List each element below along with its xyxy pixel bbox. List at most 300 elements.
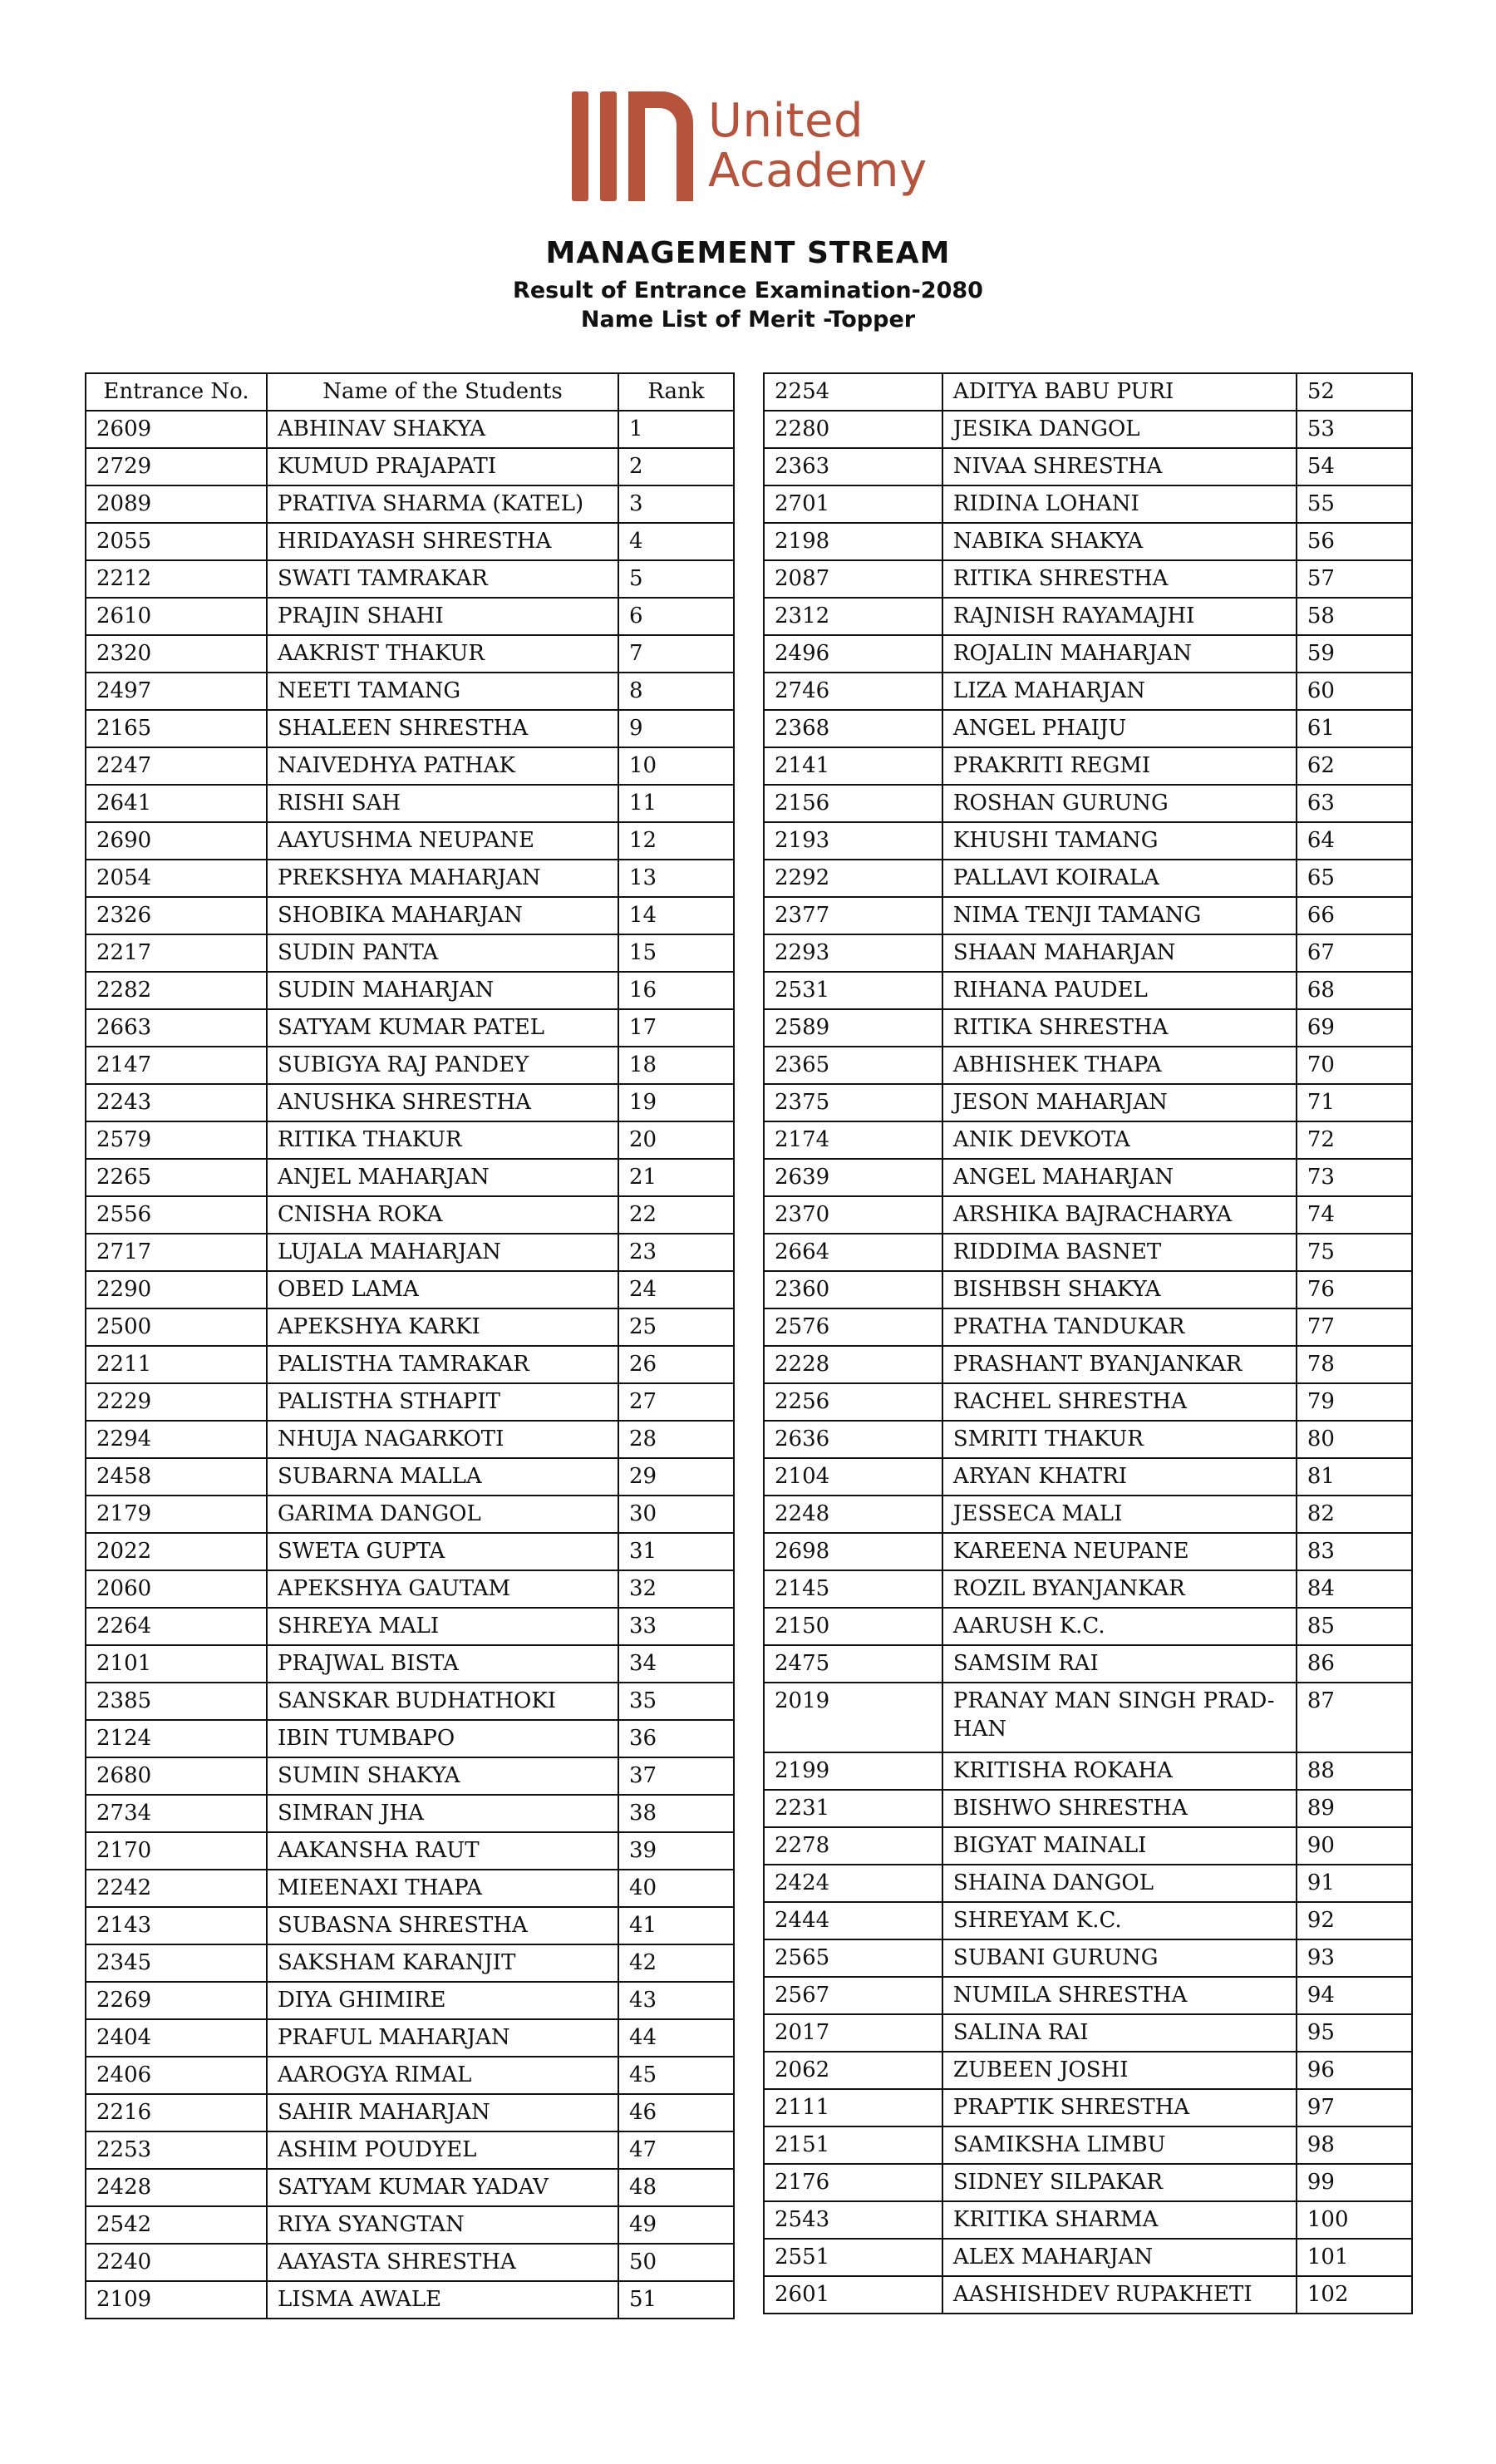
entrance-no-cell: 2141	[764, 747, 942, 785]
table-row	[764, 822, 1412, 860]
table-row	[764, 1683, 1412, 1752]
table-row	[764, 448, 1412, 485]
student-name-cell: JESSECA MALI	[942, 1496, 1297, 1533]
table-row	[764, 1196, 1412, 1234]
table-header-row	[86, 373, 734, 411]
rank-cell: 42	[618, 1944, 734, 1982]
rank-cell: 72	[1297, 1121, 1412, 1159]
rank-cell: 9	[618, 710, 734, 747]
table-row	[86, 1421, 734, 1458]
table-row	[764, 710, 1412, 747]
student-name-cell: SAKSHAM KARANJIT	[267, 1944, 618, 1982]
entrance-no-cell: 2193	[764, 822, 942, 860]
rank-cell: 96	[1297, 2052, 1412, 2089]
rank-cell: 40	[618, 1870, 734, 1907]
table-row	[86, 448, 734, 485]
rank-cell: 92	[1297, 1902, 1412, 1939]
rank-cell: 50	[618, 2244, 734, 2281]
rank-cell: 70	[1297, 1047, 1412, 1084]
student-name-cell: KHUSHI TAMANG	[942, 822, 1297, 860]
student-name-cell: SAHIR MAHARJAN	[267, 2094, 618, 2131]
logo-text	[708, 96, 928, 196]
rank-cell: 73	[1297, 1159, 1412, 1196]
rank-cell: 89	[1297, 1790, 1412, 1827]
entrance-no-cell: 2101	[86, 1645, 267, 1683]
entrance-no-cell: 2428	[86, 2169, 267, 2206]
student-name-cell: AARUSH K.C.	[942, 1608, 1297, 1645]
rank-cell: 24	[618, 1271, 734, 1308]
entrance-no-cell: 2156	[764, 785, 942, 822]
student-name-cell: SAMSIM RAI	[942, 1645, 1297, 1683]
table-row	[764, 1159, 1412, 1196]
entrance-no-cell: 2278	[764, 1827, 942, 1865]
student-name-cell: RIDDIMA BASNET	[942, 1234, 1297, 1271]
entrance-no-cell: 2496	[764, 635, 942, 673]
rank-cell: 6	[618, 598, 734, 635]
student-name-cell: SHREYAM K.C.	[942, 1902, 1297, 1939]
rank-cell: 48	[618, 2169, 734, 2206]
table-row	[86, 1907, 734, 1944]
student-name-cell: LIZA MAHARJAN	[942, 673, 1297, 710]
merit-table-left-body	[86, 411, 734, 2319]
student-name-cell: AAYASTA SHRESTHA	[267, 2244, 618, 2281]
student-name-cell: NAIVEDHYA PATHAK	[267, 747, 618, 785]
rank-cell: 67	[1297, 934, 1412, 972]
table-row	[86, 2169, 734, 2206]
student-name-cell: RIYA SYANGTAN	[267, 2206, 618, 2244]
rank-cell: 97	[1297, 2089, 1412, 2126]
entrance-no-cell: 2663	[86, 1009, 267, 1047]
student-name-cell: PRATHA TANDUKAR	[942, 1308, 1297, 1346]
rank-cell: 95	[1297, 2014, 1412, 2052]
rank-cell: 19	[618, 1084, 734, 1121]
student-name-cell: SHAINA DANGOL	[942, 1865, 1297, 1902]
student-name-cell: SUMIN SHAKYA	[267, 1757, 618, 1795]
rank-cell: 99	[1297, 2164, 1412, 2201]
table-row	[764, 2239, 1412, 2276]
rank-cell: 86	[1297, 1645, 1412, 1683]
rank-cell: 101	[1297, 2239, 1412, 2276]
rank-cell: 98	[1297, 2126, 1412, 2164]
rank-cell: 55	[1297, 485, 1412, 523]
rank-cell: 93	[1297, 1939, 1412, 1977]
student-name-cell: KUMUD PRAJAPATI	[267, 448, 618, 485]
student-name-cell: SWATI TAMRAKAR	[267, 560, 618, 598]
entrance-no-cell: 2377	[764, 897, 942, 934]
table-row	[764, 560, 1412, 598]
rank-cell: 25	[618, 1308, 734, 1346]
table-row	[764, 2126, 1412, 2164]
table-row	[764, 2052, 1412, 2089]
rank-cell: 61	[1297, 710, 1412, 747]
student-name-cell: SATYAM KUMAR YADAV	[267, 2169, 618, 2206]
student-name-cell: PRASHANT BYANJANKAR	[942, 1346, 1297, 1383]
student-name-cell: PALLAVI KOIRALA	[942, 860, 1297, 897]
entrance-no-cell: 2576	[764, 1308, 942, 1346]
entrance-no-cell: 2147	[86, 1047, 267, 1084]
student-name-cell: NABIKA SHAKYA	[942, 523, 1297, 560]
entrance-no-cell: 2198	[764, 523, 942, 560]
rank-cell: 49	[618, 2206, 734, 2244]
entrance-no-cell: 2404	[86, 2019, 267, 2057]
entrance-no-cell: 2243	[86, 1084, 267, 1121]
student-name-cell: SIDNEY SILPAKAR	[942, 2164, 1297, 2201]
entrance-no-cell: 2253	[86, 2131, 267, 2169]
student-name-cell: ANUSHKA SHRESTHA	[267, 1084, 618, 1121]
rank-cell: 3	[618, 485, 734, 523]
entrance-no-cell: 2444	[764, 1902, 942, 1939]
student-name-cell: ANIK DEVKOTA	[942, 1121, 1297, 1159]
rank-cell: 27	[618, 1383, 734, 1421]
student-name-cell: RITIKA SHRESTHA	[942, 560, 1297, 598]
entrance-no-cell: 2368	[764, 710, 942, 747]
table-row	[86, 1458, 734, 1496]
table-row	[764, 1308, 1412, 1346]
student-name-cell: APEKSHYA GAUTAM	[267, 1570, 618, 1608]
table-row	[86, 1234, 734, 1271]
entrance-no-cell: 2543	[764, 2201, 942, 2239]
entrance-no-cell: 2174	[764, 1121, 942, 1159]
rank-cell: 82	[1297, 1496, 1412, 1533]
student-name-cell: RITIKA SHRESTHA	[942, 1009, 1297, 1047]
student-name-cell: ZUBEEN JOSHI	[942, 2052, 1297, 2089]
table-row	[764, 598, 1412, 635]
entrance-no-cell: 2424	[764, 1865, 942, 1902]
student-name-cell: PRAJWAL BISTA	[267, 1645, 618, 1683]
table-row	[86, 2057, 734, 2094]
rank-cell: 43	[618, 1982, 734, 2019]
student-name-cell: ASHIM POUDYEL	[267, 2131, 618, 2169]
student-name-cell: SANSKAR BUDHATHOKI	[267, 1683, 618, 1720]
rank-cell: 68	[1297, 972, 1412, 1009]
entrance-no-cell: 2729	[86, 448, 267, 485]
entrance-no-cell: 2143	[86, 1907, 267, 1944]
student-name-cell: BIGYAT MAINALI	[942, 1827, 1297, 1865]
rank-cell: 77	[1297, 1308, 1412, 1346]
table-row	[764, 1977, 1412, 2014]
entrance-no-cell: 2370	[764, 1196, 942, 1234]
entrance-no-cell: 2017	[764, 2014, 942, 2052]
student-name-cell: SUBIGYA RAJ PANDEY	[267, 1047, 618, 1084]
rank-cell: 34	[618, 1645, 734, 1683]
rank-cell: 62	[1297, 747, 1412, 785]
student-name-cell: PRAKRITI REGMI	[942, 747, 1297, 785]
entrance-no-cell: 2022	[86, 1533, 267, 1570]
table-row	[764, 485, 1412, 523]
rank-cell: 13	[618, 860, 734, 897]
student-name-cell: HRIDAYASH SHRESTHA	[267, 523, 618, 560]
student-name-cell: AAKANSHA RAUT	[267, 1832, 618, 1870]
table-row	[86, 2131, 734, 2169]
student-name-cell: PRAFUL MAHARJAN	[267, 2019, 618, 2057]
rank-cell: 44	[618, 2019, 734, 2057]
rank-cell: 78	[1297, 1346, 1412, 1383]
entrance-no-cell: 2248	[764, 1496, 942, 1533]
table-row	[764, 747, 1412, 785]
student-name-cell: RIDINA LOHANI	[942, 485, 1297, 523]
table-row	[86, 1608, 734, 1645]
student-name-cell: CNISHA ROKA	[267, 1196, 618, 1234]
rank-cell: 58	[1297, 598, 1412, 635]
entrance-no-cell: 2639	[764, 1159, 942, 1196]
student-name-cell: ARSHIKA BAJRACHARYA	[942, 1196, 1297, 1234]
rank-cell: 64	[1297, 822, 1412, 860]
rank-cell: 94	[1297, 1977, 1412, 2014]
table-row	[86, 1645, 734, 1683]
student-name-cell: SHREYA MALI	[267, 1608, 618, 1645]
student-name-cell: JESON MAHARJAN	[942, 1084, 1297, 1121]
student-name-cell: NEETI TAMANG	[267, 673, 618, 710]
student-name-cell: RAJNISH RAYAMAJHI	[942, 598, 1297, 635]
rank-cell: 28	[618, 1421, 734, 1458]
page-subtitle: Result of Entrance Examination-2080	[513, 278, 983, 303]
table-row	[764, 1865, 1412, 1902]
student-name-cell: SAMIKSHA LIMBU	[942, 2126, 1297, 2164]
student-name-cell: BISHBSH SHAKYA	[942, 1271, 1297, 1308]
table-row	[764, 1084, 1412, 1121]
table-row	[86, 822, 734, 860]
entrance-no-cell: 2145	[764, 1570, 942, 1608]
rank-cell: 66	[1297, 897, 1412, 934]
table-row	[86, 1346, 734, 1383]
rank-cell: 80	[1297, 1421, 1412, 1458]
entrance-no-cell: 2217	[86, 934, 267, 972]
student-name-cell: APEKSHYA KARKI	[267, 1308, 618, 1346]
rank-cell: 45	[618, 2057, 734, 2094]
table-row	[764, 1608, 1412, 1645]
rank-cell: 85	[1297, 1608, 1412, 1645]
student-name-cell: SHOBIKA MAHARJAN	[267, 897, 618, 934]
entrance-no-cell: 2636	[764, 1421, 942, 1458]
table-row	[86, 673, 734, 710]
table-row	[764, 2014, 1412, 2052]
table-row	[86, 598, 734, 635]
rank-cell: 32	[618, 1570, 734, 1608]
student-name-cell: SUDIN PANTA	[267, 934, 618, 972]
rank-cell: 18	[618, 1047, 734, 1084]
table-row	[86, 2094, 734, 2131]
rank-cell: 2	[618, 448, 734, 485]
entrance-no-cell: 2055	[86, 523, 267, 560]
student-name-cell: NIMA TENJI TAMANG	[942, 897, 1297, 934]
table-row	[86, 1683, 734, 1720]
entrance-no-cell: 2717	[86, 1234, 267, 1271]
table-row	[764, 673, 1412, 710]
logo-mark-icon	[572, 91, 693, 201]
entrance-no-cell: 2556	[86, 1196, 267, 1234]
entrance-no-cell: 2610	[86, 598, 267, 635]
table-row	[764, 1496, 1412, 1533]
rank-cell: 35	[618, 1683, 734, 1720]
student-name-cell: ABHISHEK THAPA	[942, 1047, 1297, 1084]
rank-cell: 33	[618, 1608, 734, 1645]
rank-cell: 102	[1297, 2276, 1412, 2314]
table-row	[86, 1757, 734, 1795]
rank-cell: 26	[618, 1346, 734, 1383]
entrance-no-cell: 2228	[764, 1346, 942, 1383]
table-row	[764, 1234, 1412, 1271]
entrance-no-cell: 2290	[86, 1271, 267, 1308]
student-name-cell: ALEX MAHARJAN	[942, 2239, 1297, 2276]
table-row	[764, 2089, 1412, 2126]
rank-cell: 81	[1297, 1458, 1412, 1496]
entrance-no-cell: 2212	[86, 560, 267, 598]
entrance-no-cell: 2087	[764, 560, 942, 598]
rank-cell: 38	[618, 1795, 734, 1832]
entrance-no-cell: 2294	[86, 1421, 267, 1458]
student-name-cell: PALISTHA STHAPIT	[267, 1383, 618, 1421]
table-row	[764, 411, 1412, 448]
student-name-cell: PRANAY MAN SINGH PRAD-HAN	[942, 1683, 1297, 1752]
logo-line-1: United	[708, 94, 864, 148]
student-name-cell: OBED LAMA	[267, 1271, 618, 1308]
entrance-no-cell: 2229	[86, 1383, 267, 1421]
student-name-cell: ABHINAV SHAKYA	[267, 411, 618, 448]
student-name-cell: NIVAA SHRESTHA	[942, 448, 1297, 485]
table-row	[86, 1720, 734, 1757]
header-rank: Rank	[618, 373, 734, 411]
united-academy-logo	[572, 88, 971, 205]
table-row	[764, 972, 1412, 1009]
table-row	[86, 1570, 734, 1608]
entrance-no-cell: 2320	[86, 635, 267, 673]
table-row	[764, 635, 1412, 673]
entrance-no-cell: 2589	[764, 1009, 942, 1047]
student-name-cell: KRITISHA ROKAHA	[942, 1752, 1297, 1790]
student-name-cell: RITIKA THAKUR	[267, 1121, 618, 1159]
student-name-cell: MIEENAXI THAPA	[267, 1870, 618, 1907]
entrance-no-cell: 2242	[86, 1870, 267, 1907]
entrance-no-cell: 2734	[86, 1795, 267, 1832]
page-title: MANAGEMENT STREAM	[545, 236, 951, 270]
student-name-cell: NHUJA NAGARKOTI	[267, 1421, 618, 1458]
table-row	[86, 934, 734, 972]
rank-cell: 90	[1297, 1827, 1412, 1865]
student-name-cell: ROZIL BYANJANKAR	[942, 1570, 1297, 1608]
student-name-cell: IBIN TUMBAPO	[267, 1720, 618, 1757]
entrance-no-cell: 2199	[764, 1752, 942, 1790]
student-name-cell: RIHANA PAUDEL	[942, 972, 1297, 1009]
entrance-no-cell: 2109	[86, 2281, 267, 2319]
student-name-cell: JESIKA DANGOL	[942, 411, 1297, 448]
table-row	[86, 1196, 734, 1234]
entrance-no-cell: 2475	[764, 1645, 942, 1683]
entrance-no-cell: 2280	[764, 411, 942, 448]
student-name-cell: SHALEEN SHRESTHA	[267, 710, 618, 747]
table-row	[86, 635, 734, 673]
entrance-no-cell: 2179	[86, 1496, 267, 1533]
table-row	[86, 1944, 734, 1982]
entrance-no-cell: 2567	[764, 1977, 942, 2014]
student-name-cell: LISMA AWALE	[267, 2281, 618, 2319]
rank-cell: 10	[618, 747, 734, 785]
student-name-cell: LUJALA MAHARJAN	[267, 1234, 618, 1271]
rank-cell: 36	[618, 1720, 734, 1757]
rank-cell: 69	[1297, 1009, 1412, 1047]
rank-cell: 15	[618, 934, 734, 972]
entrance-no-cell: 2176	[764, 2164, 942, 2201]
student-name-cell: SUDIN MAHARJAN	[267, 972, 618, 1009]
student-name-cell: BISHWO SHRESTHA	[942, 1790, 1297, 1827]
rank-cell: 30	[618, 1496, 734, 1533]
rank-cell: 65	[1297, 860, 1412, 897]
table-row	[86, 1870, 734, 1907]
entrance-no-cell: 2385	[86, 1683, 267, 1720]
entrance-no-cell: 2165	[86, 710, 267, 747]
table-row	[764, 1121, 1412, 1159]
table-row	[764, 1939, 1412, 1977]
entrance-no-cell: 2282	[86, 972, 267, 1009]
student-name-cell: ANGEL PHAIJU	[942, 710, 1297, 747]
rank-cell: 54	[1297, 448, 1412, 485]
rank-cell: 5	[618, 560, 734, 598]
table-row	[86, 1795, 734, 1832]
table-row	[764, 1009, 1412, 1047]
table-row	[764, 897, 1412, 934]
entrance-no-cell: 2375	[764, 1084, 942, 1121]
entrance-no-cell: 2601	[764, 2276, 942, 2314]
table-row	[86, 560, 734, 598]
student-name-cell: SHAAN MAHARJAN	[942, 934, 1297, 972]
rank-cell: 51	[618, 2281, 734, 2319]
entrance-no-cell: 2211	[86, 1346, 267, 1383]
rank-cell: 53	[1297, 411, 1412, 448]
rank-cell: 91	[1297, 1865, 1412, 1902]
table-row	[764, 1533, 1412, 1570]
table-row	[764, 2276, 1412, 2314]
rank-cell: 74	[1297, 1196, 1412, 1234]
rank-cell: 84	[1297, 1570, 1412, 1608]
rank-cell: 16	[618, 972, 734, 1009]
table-row	[86, 747, 734, 785]
rank-cell: 7	[618, 635, 734, 673]
table-row	[86, 1271, 734, 1308]
student-name-cell: ROJALIN MAHARJAN	[942, 635, 1297, 673]
table-row	[764, 1346, 1412, 1383]
entrance-no-cell: 2312	[764, 598, 942, 635]
table-row	[86, 523, 734, 560]
entrance-no-cell: 2360	[764, 1271, 942, 1308]
rank-cell: 75	[1297, 1234, 1412, 1271]
rank-cell: 22	[618, 1196, 734, 1234]
table-row	[86, 1383, 734, 1421]
table-row	[86, 2019, 734, 2057]
table-row	[764, 1047, 1412, 1084]
logo-line-2: Academy	[708, 144, 928, 198]
entrance-no-cell: 2497	[86, 673, 267, 710]
rank-cell: 100	[1297, 2201, 1412, 2239]
entrance-no-cell: 2089	[86, 485, 267, 523]
entrance-no-cell: 2345	[86, 1944, 267, 1982]
student-name-cell: ANGEL MAHARJAN	[942, 1159, 1297, 1196]
header-student-name: Name of the Students	[267, 373, 618, 411]
table-row	[86, 1982, 734, 2019]
entrance-no-cell: 2216	[86, 2094, 267, 2131]
table-row	[86, 1533, 734, 1570]
table-row	[86, 1084, 734, 1121]
rank-cell: 31	[618, 1533, 734, 1570]
table-row	[764, 373, 1412, 411]
entrance-no-cell: 2365	[764, 1047, 942, 1084]
student-name-cell: GARIMA DANGOL	[267, 1496, 618, 1533]
table-row	[764, 934, 1412, 972]
student-name-cell: AASHISHDEV RUPAKHETI	[942, 2276, 1297, 2314]
table-row	[764, 1902, 1412, 1939]
rank-cell: 60	[1297, 673, 1412, 710]
merit-table-right	[763, 372, 1413, 2314]
rank-cell: 29	[618, 1458, 734, 1496]
rank-cell: 59	[1297, 635, 1412, 673]
